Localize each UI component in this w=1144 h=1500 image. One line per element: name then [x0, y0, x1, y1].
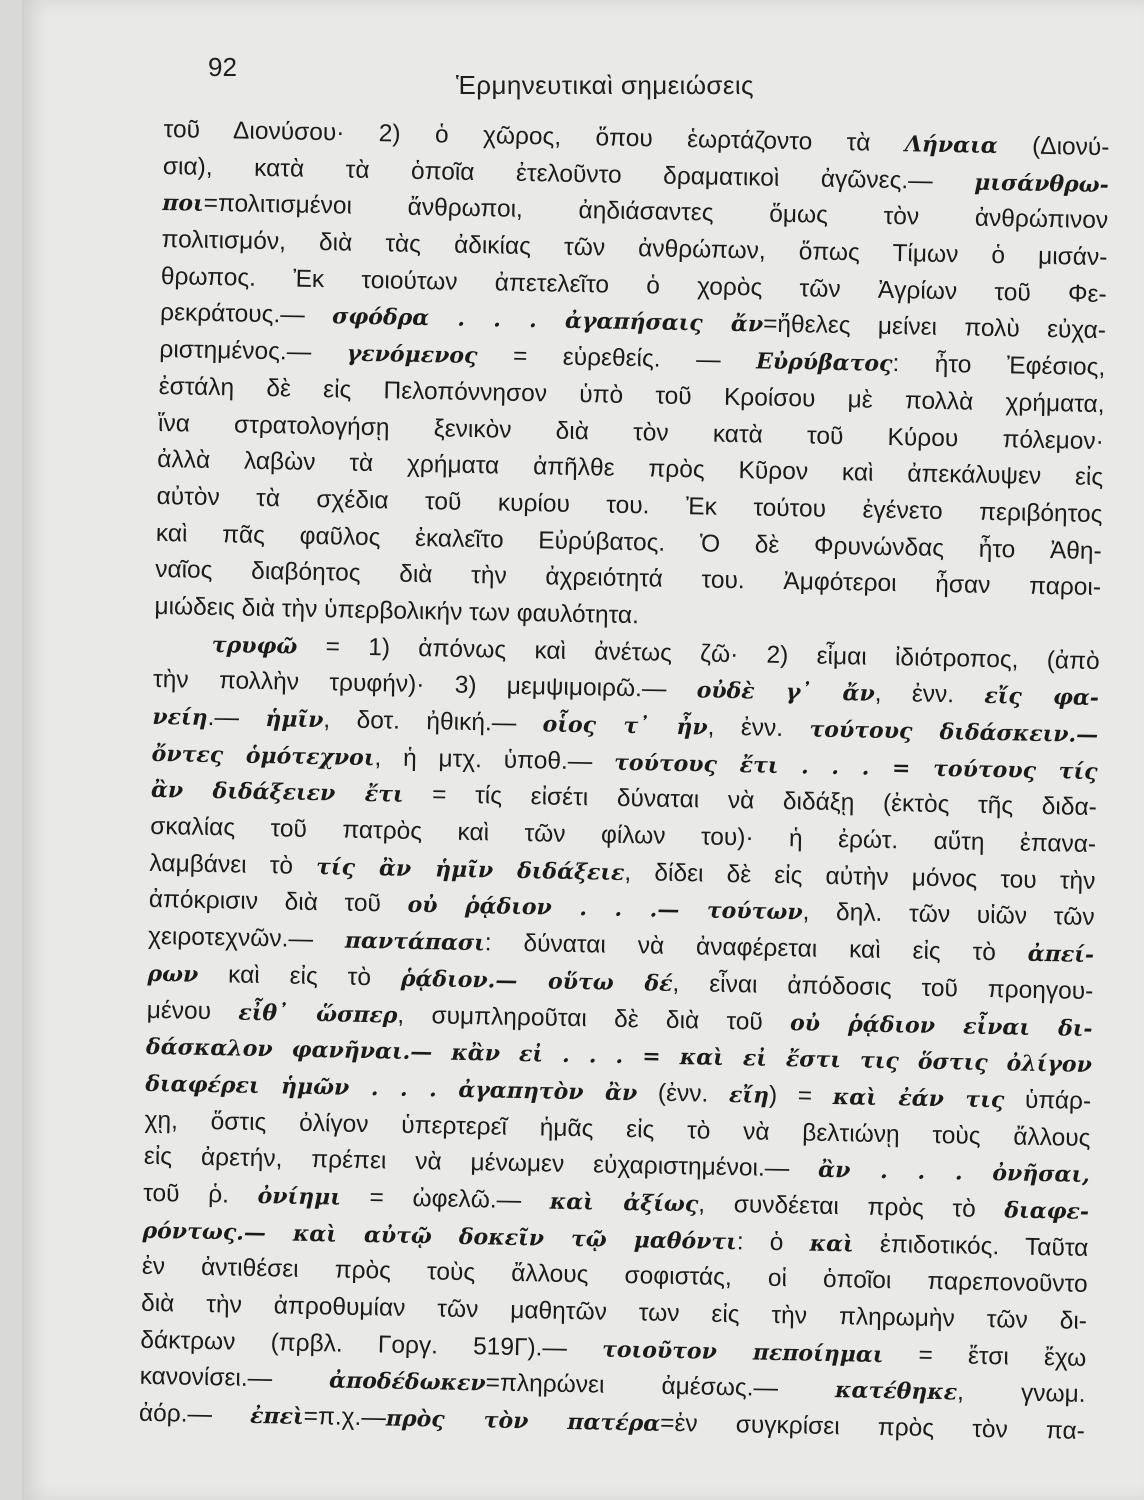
text-run: , εἶναι ἀπόδοσις τοῦ προηγου-	[672, 969, 1094, 1005]
text-run: = εὑρεθείς. —	[477, 342, 757, 375]
bold-term: οὐ ῥᾴδιον εἶναι δι-	[789, 1009, 1093, 1042]
text-run: ) =	[768, 1081, 834, 1110]
text-run: χῃ, ὅστις ὀλίγον ὑπερτερεῖ ἡμᾶς εἰς τὸ νὰ βελτιώνῃ τοὺς ἄλλους	[144, 1106, 1091, 1152]
bold-term: ἀποδέδωκεν	[328, 1367, 486, 1397]
bold-term: τίς ἂν ἡμῖν διδάξειε	[315, 853, 625, 886]
bold-term: ὀνίημι	[257, 1182, 342, 1211]
text-run: ἐπιδοτικός. Ταῦτα	[853, 1230, 1089, 1262]
text-run: , ἡ μτχ. ὑποθ.—	[374, 743, 615, 776]
text-run: =πολιτισμένοι ἄνθρωποι, ἀηδιάσαντες ὅμως τὸν ἀνθρώπινον	[203, 190, 1109, 235]
bold-term: ἡμῖν	[265, 706, 324, 734]
text-run: (Διονύ-	[997, 132, 1110, 162]
text-run: =πληρώνει ἀμέσως.—	[485, 1369, 836, 1404]
text-run: , δίδει δὲ εἰς αὐτὴν μόνος του τὴν	[624, 858, 1096, 895]
bold-term: εἴη	[728, 1081, 770, 1109]
text-run: : ἦτο Ἐφέσιος,	[892, 350, 1106, 382]
text-run: ναῖος διαβόητος διὰ τὴν ἀχρειότητά του. Ἀμφότεροι ἦσαν παροι-	[154, 556, 1102, 602]
text-run: ριστημένος.—	[159, 336, 348, 367]
text-run: : δύναται νὰ ἀναφέρεται καὶ εἰς τὸ	[484, 929, 1029, 967]
text-run: : ὁ	[736, 1227, 810, 1257]
text-run: μένου	[146, 996, 239, 1026]
text-run: ἀπόκρισιν διὰ τοῦ	[148, 886, 408, 919]
text-run: καὶ εἰς τὸ	[198, 960, 402, 992]
page-header	[24, 52, 1144, 100]
bold-term: οὐδὲ γ᾽ ἄν	[696, 677, 875, 708]
text-run: =ἤθελες μείνει πολὺ εὐχα-	[762, 310, 1107, 345]
text-run: ἀόρ.—	[138, 1399, 251, 1429]
bold-term: Εὐρύβατος	[755, 348, 893, 378]
bold-term: τοιοῦτον πεποίημαι	[601, 1336, 884, 1368]
bold-term: καὶ ἐάν τις	[832, 1083, 1005, 1114]
text-run: , συμπληροῦται δὲ διὰ τοῦ	[397, 1001, 791, 1036]
bold-term: τρυφῶ	[211, 631, 298, 660]
bold-term: ἂν διδάξειεν ἔτι	[150, 777, 404, 809]
text-run: εἰς ἀρετήν, πρέπει νὰ μένωμεν εὐχαριστημένοι.—	[143, 1143, 819, 1184]
text-run: λαμβάνει τὸ	[149, 849, 317, 880]
book-page	[22, 0, 1144, 1500]
text-run: = ἔτσι ἔχω	[883, 1340, 1087, 1372]
text-run: = 1) ἀπόνως καὶ ἀνέτως ζῶ· 2) εἶμαι ἰδιότροπος, (ἀπὸ	[297, 632, 1100, 675]
bold-term: δάσκαλον φανῆναι.— κἂν εἰ . . . = καὶ εἰ ἔστι τις ὅστις ὀλίγον	[145, 1034, 1093, 1079]
bold-term: οὐ ῥᾴδιον . . .— τούτων	[407, 892, 803, 926]
text-run: ρεκράτους.—	[159, 299, 333, 330]
bold-term: ποι	[161, 190, 204, 218]
text-run: τοῦ Διονύσου· 2) ὁ χῶρος, ὅπου ἑωρτάζοντο τὰ	[163, 115, 906, 158]
bold-term: καὶ ἀξίως	[549, 1188, 699, 1218]
bold-term: ἐπεὶ	[249, 1402, 304, 1430]
text-run: διὰ τὴν ἀπροθυμίαν τῶν μαθητῶν των εἰς τὴν πληρωμὴν τῶν δι-	[140, 1289, 1088, 1335]
bold-term: ἂν . . . ὀνῆσαι,	[817, 1157, 1091, 1189]
text-run: =π.χ.—	[303, 1402, 387, 1432]
text-run: καὶ πᾶς φαῦλος ἐκαλεῖτο Εὐρύβατος. Ὁ δὲ Φρυνώνδας ἦτο Ἀθη-	[155, 519, 1103, 565]
text-run: τὴν πολλὴν τρυφήν)· 3) μεμψιμοιρῶ.—	[152, 666, 697, 704]
body-text	[139, 112, 1110, 1451]
text-run: ἐστάλη δὲ εἰς Πελοπόννησον ὑπὸ τοῦ Κροίσου μὲ πολλὰ χρήματα,	[158, 372, 1105, 418]
page-number: 92	[208, 52, 237, 82]
text-run: = τίς εἰσέτι δύναται νὰ διδάξῃ (ἐκτὸς τῆς διδα-	[403, 781, 1098, 822]
text-run: ἵνα στρατολογήσῃ ξενικὸν διὰ τὸν κατὰ τοῦ Κύρου πόλεμον·	[157, 409, 1105, 455]
text-run: , ἐνν.	[874, 680, 985, 710]
bold-term: νείη	[152, 703, 208, 731]
bold-term: ὄντες ὁμότεχνοι	[151, 740, 375, 771]
text-run: σια), κατὰ τὰ ὁποῖα ἐτελοῦντο δραματικοὶ ἀγῶνες.—	[162, 152, 975, 196]
text-run: , γνωμ.	[956, 1378, 1086, 1409]
bold-term: οἷος τ᾽ ἦν	[542, 711, 708, 741]
bold-term: διαφέρει ἡμῶν . . . ἀγαπητὸν ἂν	[145, 1070, 638, 1107]
text-run: , δηλ. τῶν υἱῶν τῶν	[802, 898, 1095, 932]
bold-term: πρὸς τὸν πατέρα	[385, 1405, 661, 1437]
bold-term: καὶ	[809, 1230, 854, 1258]
text-run: χειροτεχνῶν.—	[147, 922, 346, 954]
bold-term: τούτους ἔτι . . . = τούτους τίς	[613, 749, 1098, 785]
text-run: , δοτ. ἠθική.—	[323, 706, 543, 738]
text-run: πολιτισμόν, διὰ τὰς ἀδικίας τῶν ἀνθρώπων, ὅπως Τίμων ὁ μισάν-	[161, 226, 1108, 272]
text-run: ἀλλὰ λαβὼν τὰ χρήματα ἀπῆλθε πρὸς Κῦρον καὶ ἀπεκάλυψεν εἰς	[157, 446, 1104, 492]
text-run: σκαλίας τοῦ πατρὸς καὶ τῶν φίλων του)· ἡ ἐρώτ. αὕτη ἐπανα-	[150, 812, 1097, 859]
text-run: αὐτὸν τὰ σχέδια τοῦ κυρίου του. Ἐκ τούτου ἐγένετο περιβόητος	[156, 482, 1103, 528]
text-run: (ἐνν.	[637, 1079, 730, 1108]
text-run: = ὠφελῶ.—	[340, 1183, 551, 1215]
bold-term: κατέθηκε	[834, 1377, 958, 1406]
text-run: , ἐνν.	[707, 713, 810, 743]
bold-term: ἀπεί-	[1027, 940, 1095, 969]
bold-term: ρων	[147, 960, 199, 988]
text-run: ὑπάρ-	[1004, 1086, 1092, 1115]
text-run: =ἐν συγκρίσει πρὸς τὸν πα-	[659, 1409, 1086, 1445]
bold-term: σφόδρα . . . ἀγαπήσαις ἄν	[331, 303, 764, 338]
bold-term: ῥᾴδιον.— οὕτω δέ	[400, 965, 673, 997]
bold-term: Λήναια	[904, 131, 998, 160]
text-run: ἐν ἀντιθέσει πρὸς τοὺς ἄλλους σοφιστάς, οἱ ὁποῖοι παρεπονοῦντο	[141, 1253, 1088, 1299]
text-run: δάκτρων (πρβλ. Γοργ. 519Γ).—	[140, 1326, 603, 1363]
bold-term: παντάπασι	[344, 927, 486, 957]
text-run: τοῦ ῥ.	[142, 1179, 258, 1209]
bold-term: εἴς φα-	[984, 683, 1100, 712]
bold-term: εἶθ᾽ ὥσπερ	[238, 999, 398, 1029]
bold-term: μισάνθρω-	[974, 169, 1110, 198]
bold-term: διαφε-	[1004, 1197, 1090, 1225]
text-run: θρωπος. Ἐκ τοιούτων ἀπετελεῖτο ὁ χορὸς τῶν Ἀγρίων τοῦ Φε-	[160, 262, 1107, 308]
text-run: , συνδέεται πρὸς τὸ	[698, 1190, 1005, 1224]
text-run: κανονίσει.—	[139, 1363, 330, 1394]
running-title: Ἑρμηνευτικαὶ σημειώσεις	[456, 70, 754, 100]
bold-term: τούτους διδάσκειν.—	[809, 716, 1099, 749]
bold-term: ρόντως.— καὶ αὐτῷ δοκεῖν τῷ μαθόντι	[142, 1217, 738, 1255]
bold-term: γενόμενος	[346, 340, 478, 370]
text-run: .—	[207, 703, 266, 733]
text-run: μιώδεις διὰ τὴν ὑπερβολικήν των φαυλότητα.	[154, 592, 640, 630]
